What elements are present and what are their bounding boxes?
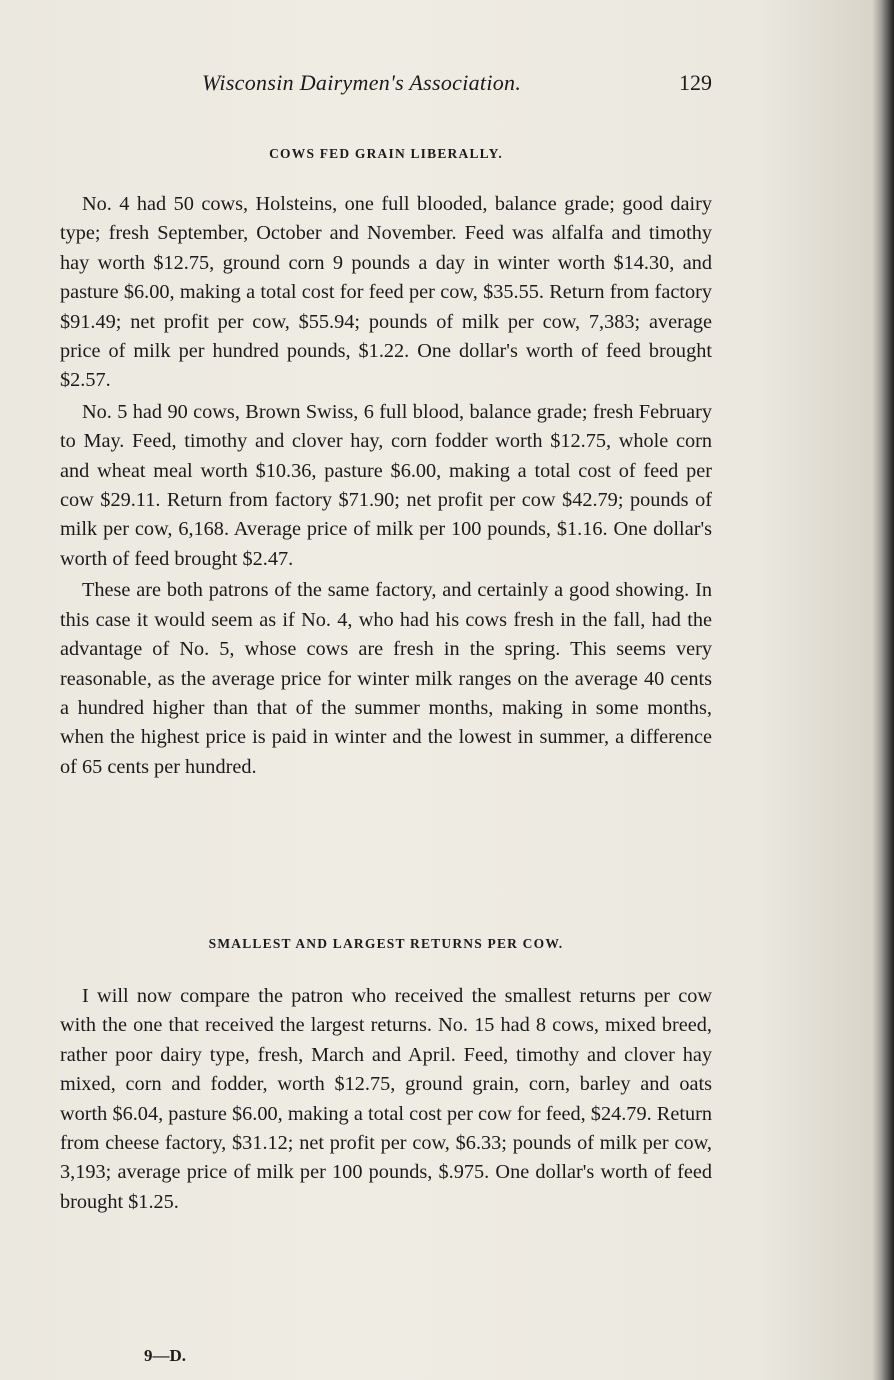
section-body-smallest-largest-returns [60,982,712,1219]
section-body-cows-fed-grain [60,190,712,784]
paragraph: I will now compare the patron who received the smallest returns per cow with the one that received the largest returns. No. 15 had 8 cows, mixed breed, rather poor dairy type, fresh, March and April. Feed, timothy and clover hay mixed, corn and fodder, worth $12.75, ground grain, corn, barley and oats worth $6.04, pasture $6.00, making a total cost per cow for feed, $24.79. Return from cheese factory, $31.12; net profit per cow, $6.33; pounds of milk per cow, 3,193; average price of milk per 100 pounds, $.975. One dollar's worth of feed brought $1.25. [60,985,712,1213]
paragraph: No. 5 had 90 cows, Brown Swiss, 6 full blood, balance grade; fresh February to May. Feed, timothy and clover hay, corn fodder worth $12.75, whole corn and wheat meal worth $10.36, pasture $6.00, making a total cost of feed per cow $29.11. Return from factory $71.90; net profit per cow $42.79; pounds of milk per cow, 6,168. Average price of milk per 100 pounds, $1.16. One dollar's worth of feed brought $2.47. [60,400,712,570]
section-heading-smallest-largest-returns: SMALLEST AND LARGEST RETURNS PER COW. [208,936,564,951]
paragraph: No. 4 had 50 cows, Holsteins, one full blooded, balance grade; good dairy type; fresh September, October and November. Feed was alfalfa and timothy hay worth $12.75, ground corn 9 pounds a day in winter worth $14.30, and pasture $6.00, making a total cost for feed per cow, $35.55. Return from factory $91.49; net profit per cow, $55.94; pounds of milk per cow, 7,383; average price of milk per hundred pounds, $1.22. One dollar's worth of feed brought $2.57. [60,193,712,392]
signature-mark: 9—D. [144,1346,187,1365]
page-number: 129 [679,70,712,95]
section-heading-cows-fed-grain: COWS FED GRAIN LIBERALLY. [269,146,503,161]
page-header [60,70,712,110]
page-edge-shadow [872,0,894,1380]
running-title: Wisconsin Dairymen's Association. [202,70,522,95]
paragraph: These are both patrons of the same factory, and certainly a good showing. In this case it would seem as if No. 4, who had his cows fresh in the fall, had the advantage of No. 5, whose cows are fresh in the spring. This seems very reasonable, as the average price for winter milk ranges on the average 40 cents a hundred higher than that of the summer months, making in some months, when the highest price is paid in winter and the lowest in summer, a difference of 65 cents per hundred. [60,579,712,778]
